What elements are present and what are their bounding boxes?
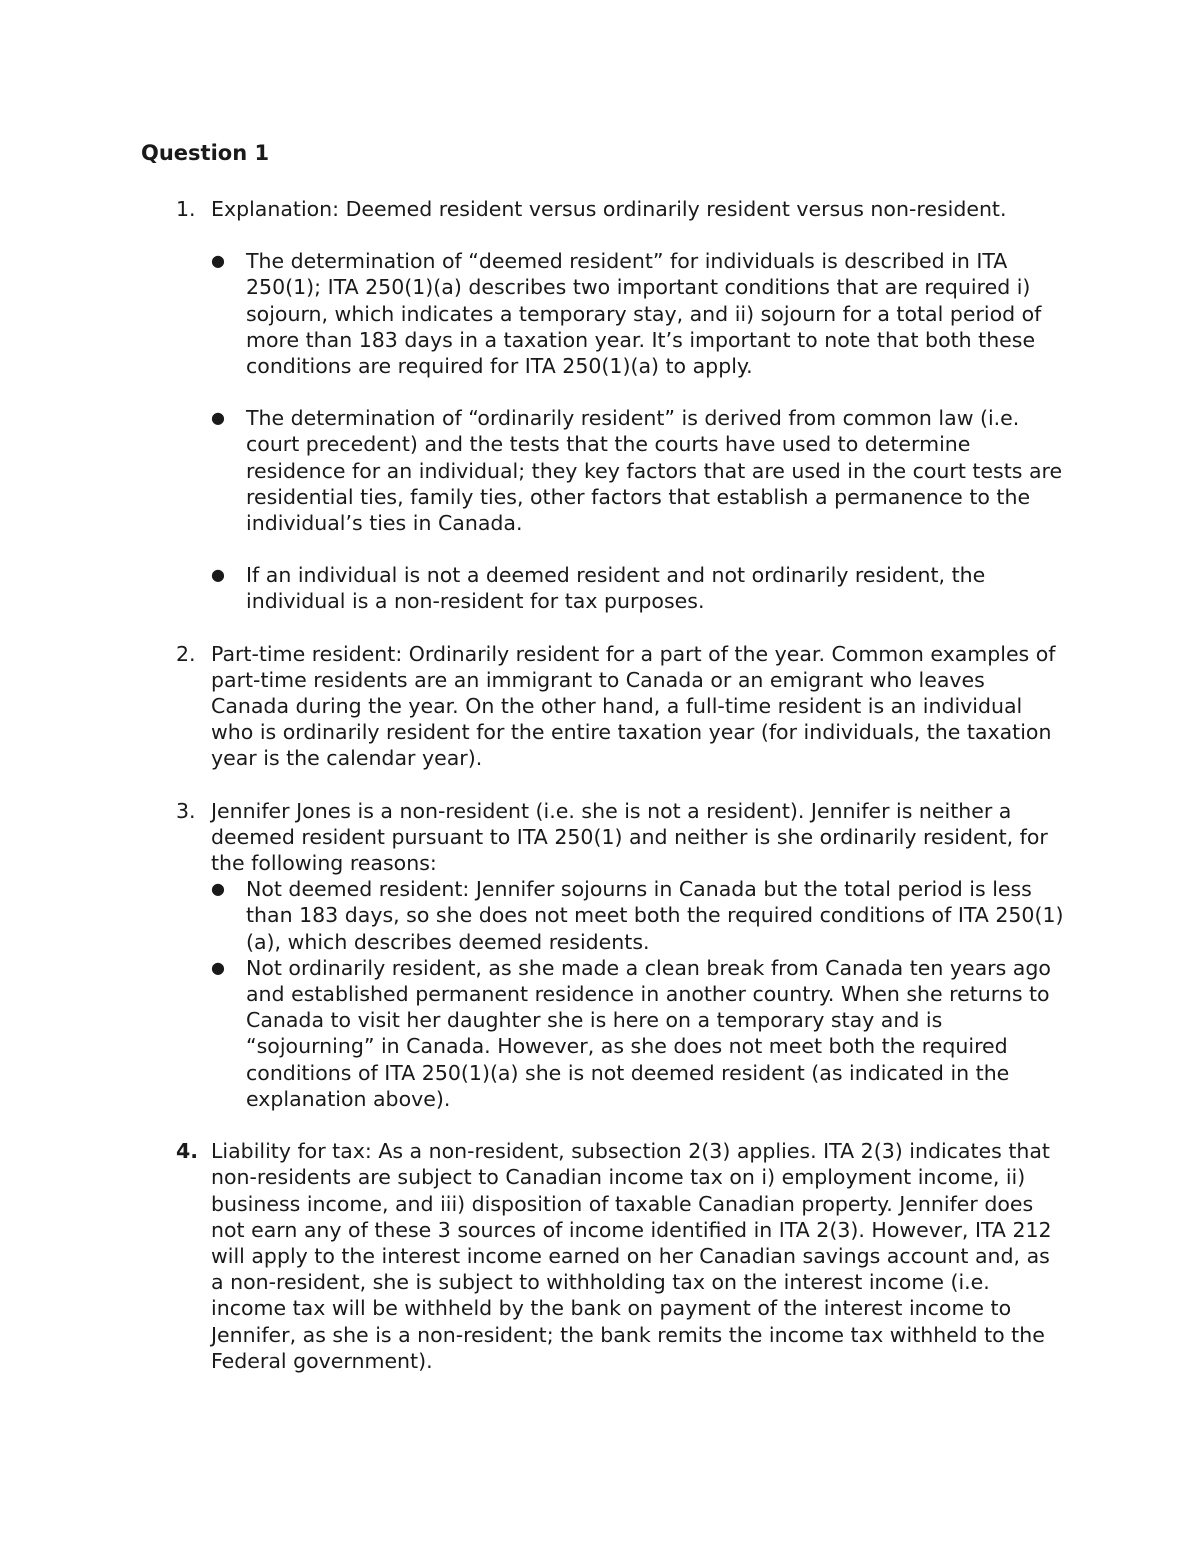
question-heading: Question 1 [141,141,270,165]
answer-item-3 [141,798,1066,1112]
bullet-text: If an individual is not a deemed resident and not ordinarily resident, the individual is a non-resident for tax purposes. [246,563,986,614]
item-number: 2. [176,641,196,666]
bullet-icon: ● [211,251,225,271]
item-text: Liability for tax: As a non-resident, subsection 2(3) applies. ITA 2(3) indicates that non-residents are subject to Canadian income tax on i) employment income, ii) business income, and iii) disposition of taxable Canadian property. Jennifer does not earn any of these 3 sources of income identified in ITA 2(3). However, ITA 212 will apply to the interest income earned on her Canadian savings account and, as a non-resident, she is subject to withholding tax on the interest income (i.e. income tax will be withheld by the bank on payment of the interest income to Jennifer, as she is a non-resident; the bank remits the income tax withheld to the Federal government). [211,1139,1052,1373]
answer-item-2 [141,641,1066,772]
list-item [211,876,1066,955]
bullet-list [211,248,1066,614]
bullet-list [211,876,1066,1112]
bullet-icon: ● [211,957,225,977]
bullet-icon: ● [211,408,225,428]
item-text: Jennifer Jones is a non-resident (i.e. she is not a resident). Jennifer is neither a deemed resident pursuant to ITA 250(1) and neither is she ordinarily resident, for the following reasons: [211,798,1048,876]
list-item [211,955,1066,1112]
bullet-text: The determination of “deemed resident” for individuals is described in ITA 250(1); ITA 250(1)(a) describes two important conditions that are required i) sojourn, which indicates a temporary stay, and ii) sojourn for a total period of more than 183 days in a taxation year. It’s important to note that both these conditions are required for ITA 250(1)(a) to apply. [246,249,1042,379]
document-page [141,138,1066,1374]
list-item [211,405,1066,536]
item-number: 1. [176,197,196,221]
bullet-icon: ● [211,879,225,899]
list-item [211,562,1066,614]
bullet-text: Not deemed resident: Jennifer sojourns in Canada but the total period is less than 183 days, so she does not meet both the required conditions of ITA 250(1)(a), which describes deemed residents. [246,877,1064,954]
answer-item-4 [141,1138,1066,1374]
bullet-text: Not ordinarily resident, as she made a clean break from Canada ten years ago and established permanent residence in another country. When she returns to Canada to visit her daughter she is here on a temporary stay and is “sojourning” in Canada. However, as she does not meet both the required conditions of ITA 250(1)(a) she is not deemed resident (as indicated in the explanation above). [246,955,1051,1111]
answer-item-1 [141,196,1066,615]
list-item [211,248,1066,379]
item-text: Part-time resident: Ordinarily resident for a part of the year. Common examples of part-time residents are an immigrant to Canada or an emigrant who leaves Canada during the year. On the other hand, a full-time resident is an individual who is ordinarily resident for the entire taxation year (for individuals, the taxation year is the calendar year). [211,641,1056,771]
item-text: Explanation: Deemed resident versus ordinarily resident versus non-resident. [211,197,1007,221]
bullet-text: The determination of “ordinarily resident” is derived from common law (i.e. court precedent) and the tests that the courts have used to determine residence for an individual; they key factors that are used in the court tests are residential ties, family ties, other factors that establish a permanence to the individual’s ties in Canada. [246,406,1063,536]
item-number: 3. [176,798,196,823]
item-number: 4. [176,1139,199,1164]
bullet-icon: ● [211,565,225,585]
